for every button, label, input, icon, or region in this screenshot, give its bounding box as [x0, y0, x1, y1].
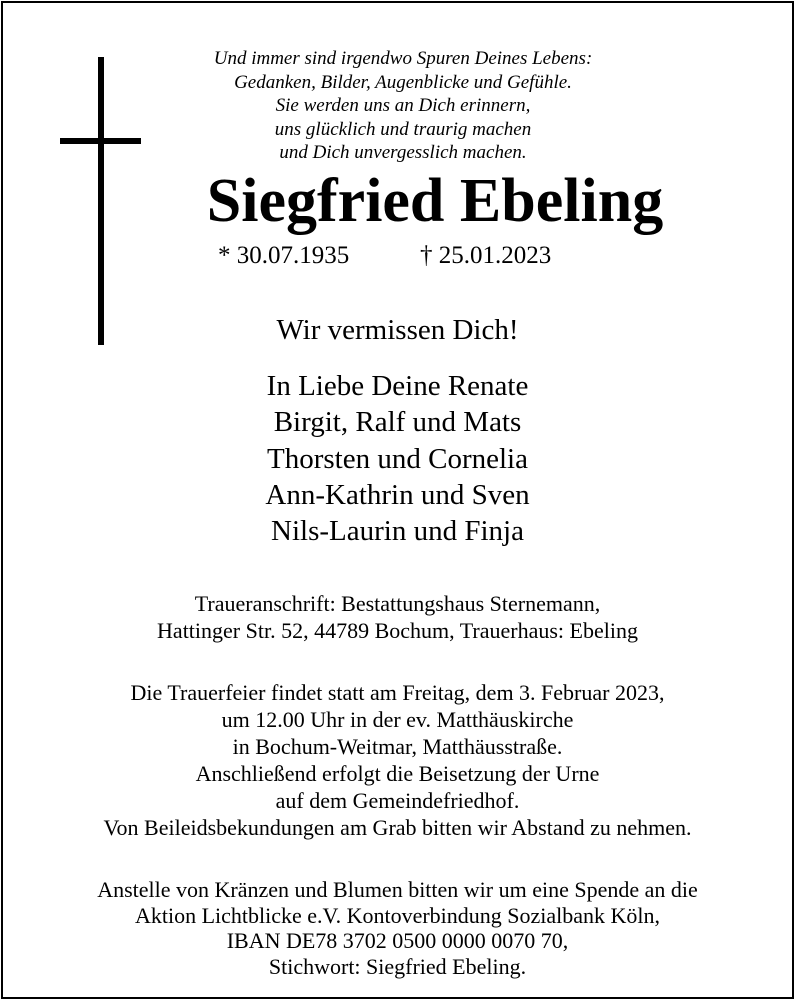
- poem-line: Und immer sind irgendwo Spuren Deines Lebens:: [213, 48, 593, 69]
- donation-line: Aktion Lichtblicke e.V. Kontoverbindung Sozialbank Köln,: [134, 902, 661, 928]
- ceremony-line: um 12.00 Uhr in der ev. Matthäuskirche: [221, 707, 574, 732]
- ceremony-line: Von Beileidsbekundungen am Grab bitten wir Abstand zu nehmen.: [103, 815, 692, 840]
- funeral-ceremony-info: [0, 679, 795, 841]
- birth-date: * 30.07.1935: [218, 242, 350, 269]
- memorial-poem: [153, 47, 653, 165]
- ceremony-line: Anschließend erfolgt die Beisetzung der Urne: [195, 761, 600, 786]
- donation-line: Anstelle von Kränzen und Blumen bitten wir um eine Spende an die: [97, 877, 698, 902]
- family-line: Thorsten und Cornelia: [267, 442, 528, 475]
- donation-line: Stichwort: Siegfried Ebeling.: [268, 953, 527, 979]
- family-line: Birgit, Ralf und Mats: [273, 406, 522, 439]
- death-date: † 25.01.2023: [420, 242, 552, 269]
- family-line: Ann-Kathrin und Sven: [265, 478, 530, 511]
- family-list: [0, 368, 795, 549]
- donation-request: [0, 877, 795, 979]
- ceremony-line: Die Trauerfeier findet statt am Freitag, dem 3. Februar 2023,: [130, 680, 665, 705]
- address-line: Traueranschrift: Bestattungshaus Sternemann,: [194, 591, 601, 616]
- ceremony-line: in Bochum-Weitmar, Matthäusstraße.: [232, 734, 563, 759]
- ceremony-line: auf dem Gemeindefriedhof.: [275, 788, 520, 813]
- poem-line: Gedanken, Bilder, Augenblicke und Gefühle.: [234, 71, 572, 93]
- deceased-name: Siegfried Ebeling: [206, 167, 664, 235]
- family-line: Nils-Laurin und Finja: [271, 515, 524, 548]
- poem-line: uns glücklich und traurig machen: [274, 118, 532, 140]
- motto: Wir vermissen Dich!: [276, 314, 519, 346]
- donation-line: IBAN DE78 3702 0500 0000 0070 70,: [226, 928, 569, 953]
- cross-icon-horizontal: [60, 138, 141, 144]
- address-line: Hattinger Str. 52, 44789 Bochum, Trauerhaus: Ebeling: [157, 618, 638, 643]
- family-line: In Liebe Deine Renate: [266, 370, 529, 402]
- mourning-address: [0, 590, 795, 644]
- poem-line: Sie werden uns an Dich erinnern,: [275, 95, 531, 116]
- poem-line: und Dich unvergesslich machen.: [279, 142, 527, 163]
